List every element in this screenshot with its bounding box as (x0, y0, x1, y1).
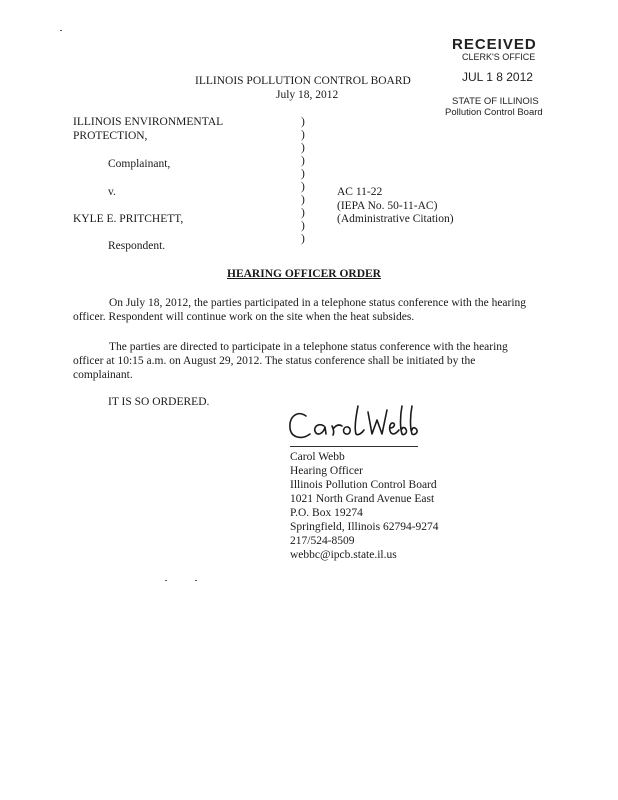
respondent-role: Respondent. (108, 240, 166, 252)
received-stamp-date: JUL 1 8 2012 (462, 70, 533, 84)
order-paragraph-2: The parties are directed to participate in a telephone status conference with the hearing officer at 10:15 a.m. on August 29, 2012. The status conference shall be initiated by the complainant. (73, 341, 508, 381)
signer-street: 1021 North Grand Avenue East (290, 493, 435, 505)
signer-organization: Illinois Pollution Control Board (290, 479, 437, 491)
board-heading: ILLINOIS POLLUTION CONTROL BOARD (195, 75, 411, 87)
order-paragraph-1: On July 18, 2012, the parties participated in a telephone status conference with the hearing officer. Respondent will continue work on the site when the heat subsides. (73, 297, 527, 323)
complainant-name-line2: PROTECTION, (73, 130, 148, 142)
scan-speck (195, 580, 197, 581)
signer-email: webbc@ipcb.state.il.us (290, 549, 397, 561)
signer-title: Hearing Officer (290, 465, 363, 477)
signature-line (290, 446, 418, 447)
versus: v. (108, 186, 116, 198)
caption-bracket-column: ) ) ) ) ) ) ) ) ) ) (301, 116, 305, 245)
complainant-name-line1: ILLINOIS ENVIRONMENTAL (73, 116, 224, 128)
received-stamp-board: Pollution Control Board (445, 107, 543, 118)
complainant-role: Complainant, (108, 158, 171, 170)
signer-phone: 217/524-8509 (290, 535, 355, 547)
signer-name: Carol Webb (290, 451, 345, 463)
iepa-number: (IEPA No. 50-11-AC) (337, 200, 438, 212)
respondent-name: KYLE E. PRITCHETT, (73, 213, 184, 225)
signer-pobox: P.O. Box 19274 (290, 507, 363, 519)
signer-city: Springfield, Illinois 62794-9274 (290, 521, 439, 533)
scan-speck (60, 30, 62, 31)
scan-speck (165, 580, 167, 581)
order-closing: IT IS SO ORDERED. (108, 396, 210, 408)
received-stamp-title: RECEIVED (452, 36, 537, 53)
case-type: (Administrative Citation) (337, 213, 454, 225)
order-title: HEARING OFFICER ORDER (227, 268, 381, 280)
handwritten-signature (284, 402, 424, 446)
case-number: AC 11-22 (337, 186, 383, 198)
header-date: July 18, 2012 (276, 89, 339, 101)
received-stamp-office: CLERK'S OFFICE (462, 52, 536, 62)
received-stamp-state: STATE OF ILLINOIS (452, 96, 539, 107)
